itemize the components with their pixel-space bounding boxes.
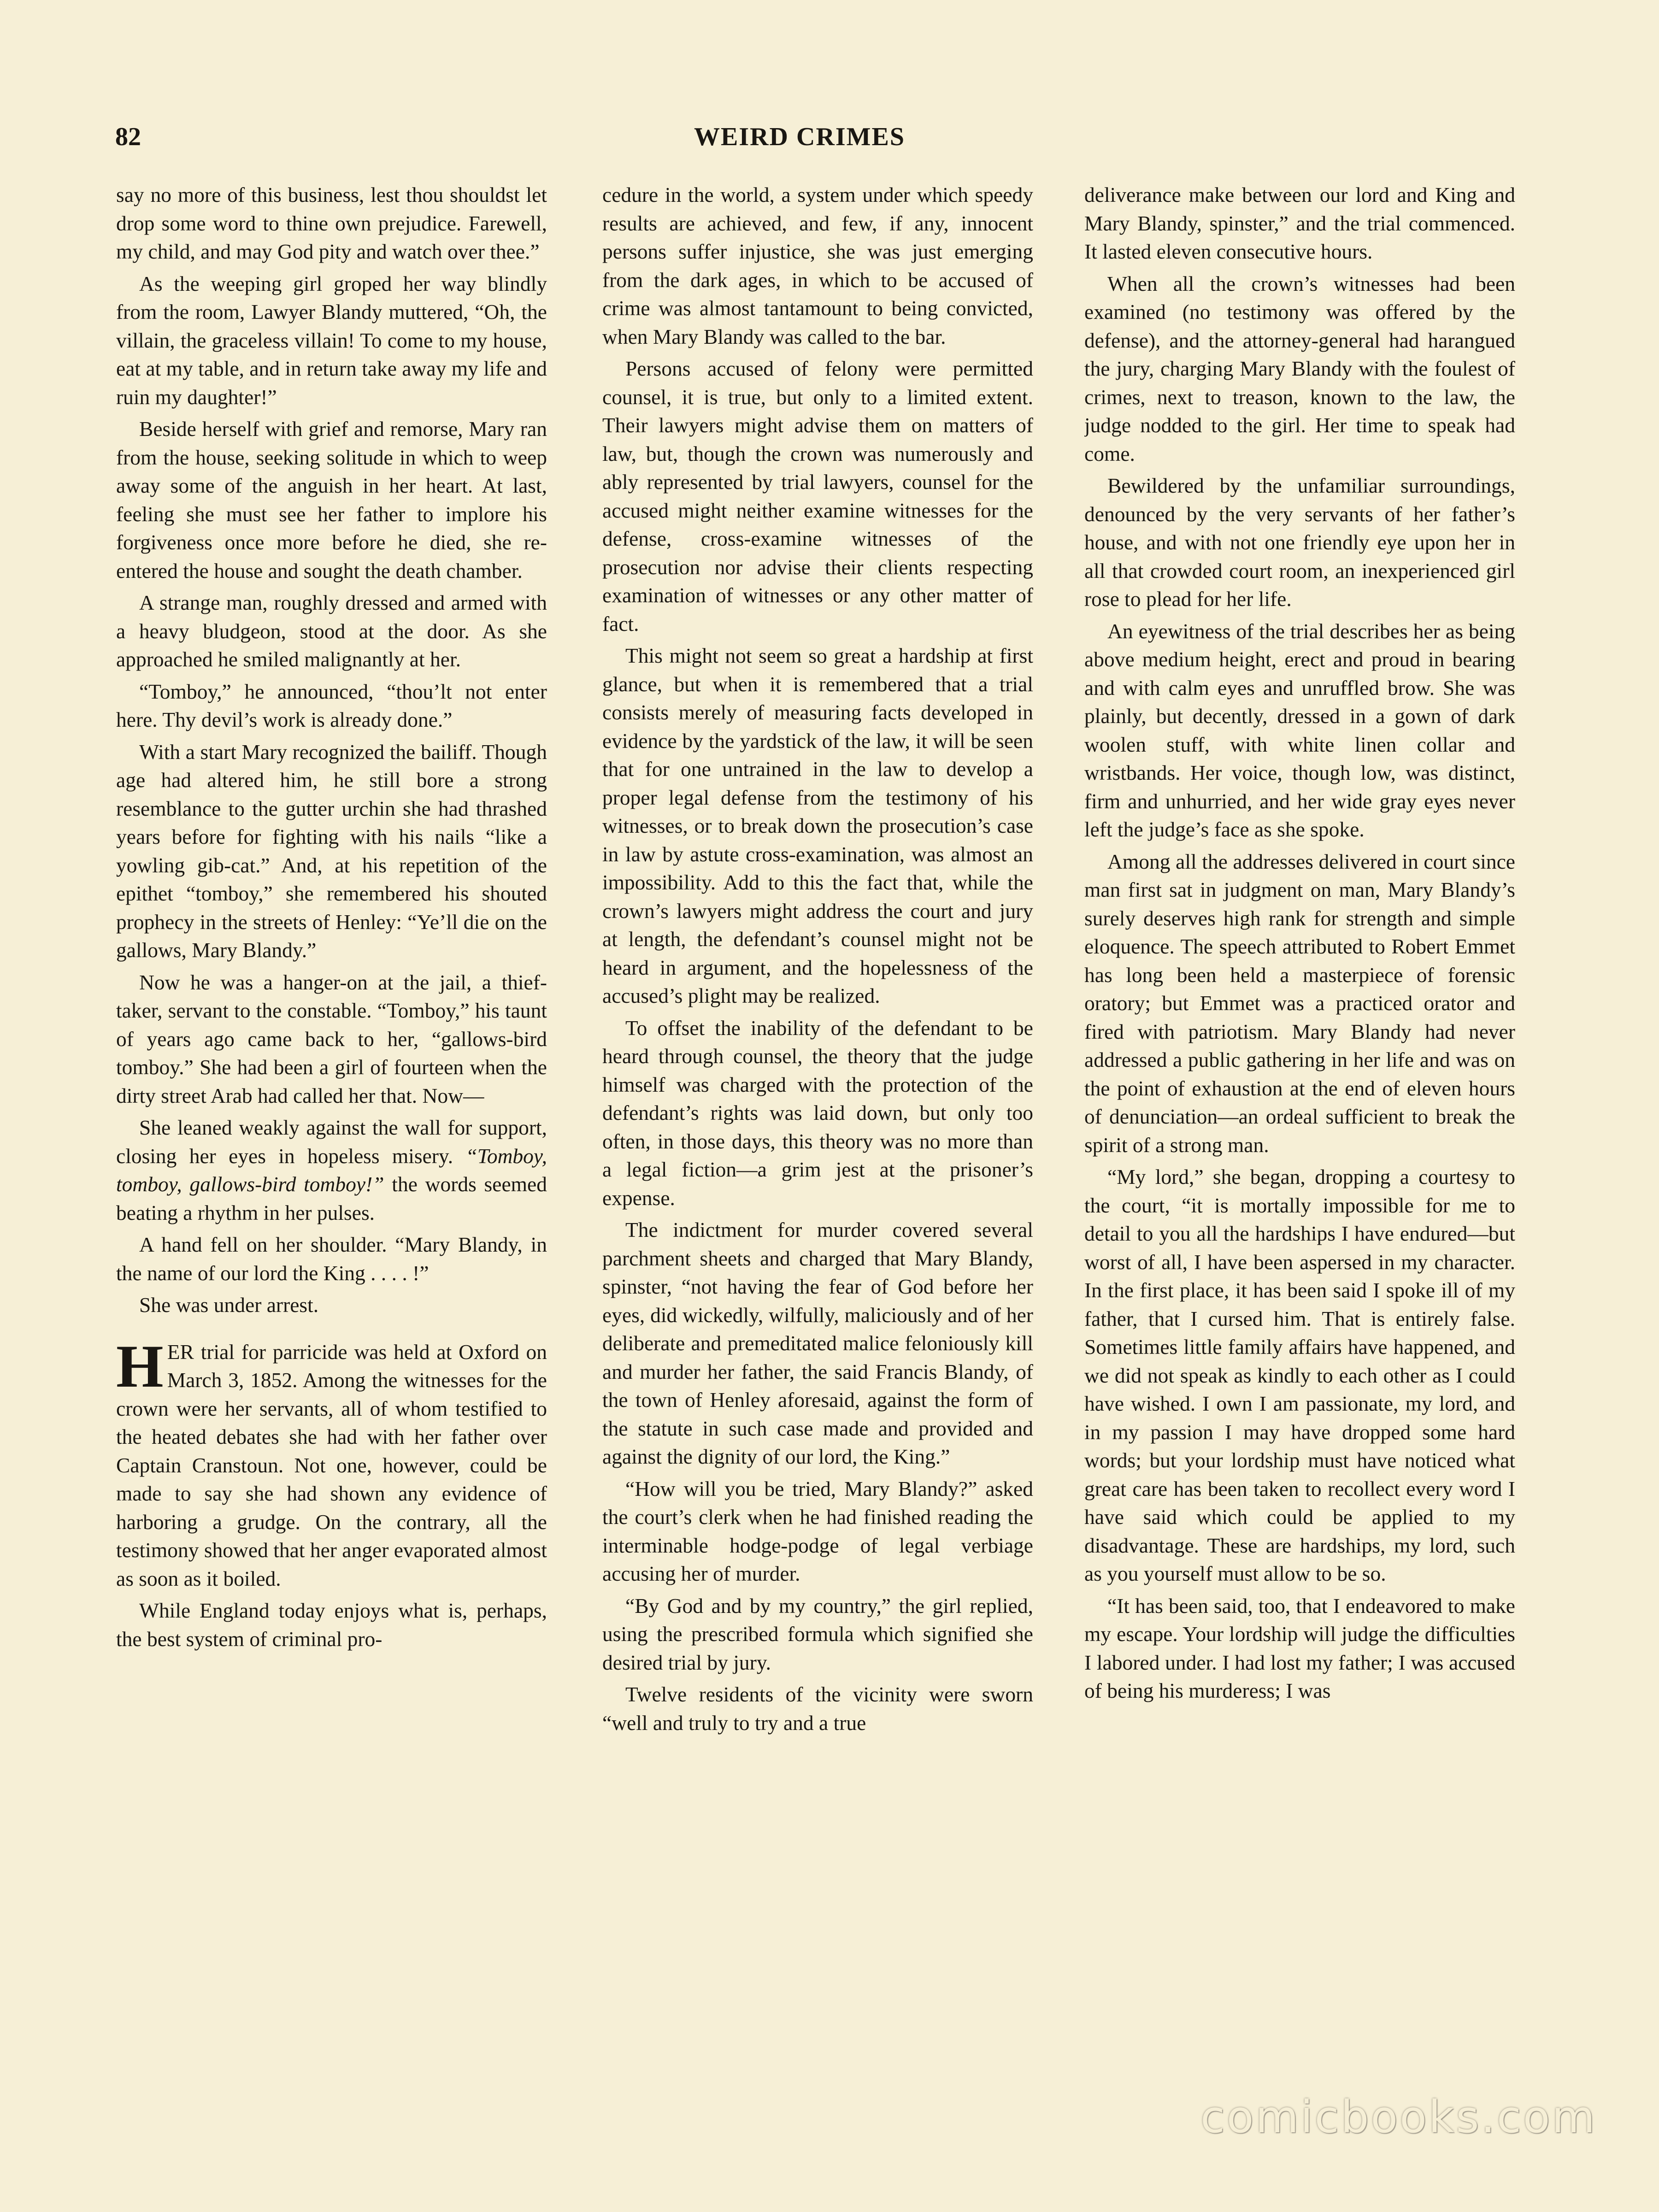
paragraph: A strange man, roughly dressed and armed with a heavy bludgeon, stood at the door. As she approached he smiled malignantly at her. [116, 591, 547, 671]
paragraph: The indictment for murder covered several parchment sheets and charged that Mary Blandy, spinster, “not having the fear of God before her eyes, did wickedly, wilfully, maliciously and of her deliberate and premeditated malice feloniously kill and murder her father, the said Francis Blandy, of the town of Henley aforesaid, against the form of the statute in such case made and provided and against the dignity of our lord, the King.” [602, 1218, 1033, 1468]
watermark: comicbooks.com [1200, 2091, 1597, 2143]
paragraph-text: the words seemed beating a rhythm in her pulses. [116, 1172, 547, 1224]
text-column-3 [1084, 181, 1515, 2070]
paragraph: An eyewitness of the trial describes her as being above medium height, erect and proud in bearing and with calm eyes and unruffled brow. She was plainly, but decently, dressed in a gown of dark woolen stuff, with white linen collar and wristbands. Her voice, though low, was distinct, firm and unhurried, and her wide gray eyes never left the judge’s face as she spoke. [1084, 619, 1515, 841]
paragraph: “By God and by my country,” the girl replied, using the prescribed formula which signified she desired trial by jury. [602, 1594, 1033, 1674]
paragraph: Among all the addresses delivered in court since man first sat in judgment on man, Mary Blandy’s surely deserves high rank for strength and simple eloquence. The speech attributed to Robert Emmet has long been held a masterpiece of forensic oratory; but Emmet was a practiced orator and fired with patriotism. Mary Blandy had never addressed a public gathering in her life and was on the point of exhaustion at the end of eleven hours of denunciation—an ordeal sufficient to break the spirit of a strong man. [1084, 849, 1515, 1157]
paragraph: “My lord,” she began, dropping a courtesy to the court, “it is mortally impossible for me to detail to you all the hardships I have endured—but worst of all, I have been aspersed in my character. In the first place, it has been said I spoke ill of my father, that I cursed him. That is entirely false. Sometimes little family affairs have happened, and we did not speak as kindly to each other as I could have wished. I own I am passionate, my lord, and in my passion I may have dropped some hard words; but your lordship must have noticed what great care has been taken to recollect every word I have said which could be applied to my disadvantage. These are hardships, my lord, such as you yourself must allow to be so. [1084, 1165, 1515, 1585]
paragraph: say no more of this business, lest thou shouldst let drop some word to thine own prejudice. Farewell, my child, and may God pity and watch over thee.” [116, 183, 547, 263]
paragraph: deliverance make between our lord and King and Mary Blandy, spinster,” and the trial commenced. It lasted eleven consecutive hours. [1084, 183, 1515, 263]
paragraph: While England today enjoys what is, perhaps, the best system of criminal pro- [116, 1599, 547, 1651]
paragraph: Now he was a hanger-on at the jail, a thief-taker, servant to the constable. “Tomboy,” his taunt of years ago came back to her, “gallows-bird tomboy.” She had been a girl of fourteen when the dirty street Arab had called her that. Now— [116, 970, 547, 1107]
paragraph: Persons accused of felony were permitted counsel, it is true, but only to a limited extent. Their lawyers might advise them on matters of law, but, though the crown was numerously and ably represented by trial lawyers, counsel for the accused might neither examine witnesses for the defense, cross-examine witnesses of the prosecution nor advise their clients respecting examination of witnesses or any other matter of fact. [602, 357, 1033, 635]
drop-cap: H [116, 1332, 164, 1400]
paragraph: cedure in the world, a system under which speedy results are achieved, and few, if any, innocent persons suffer injustice, she was just emerging from the dark ages, in which to be accused of crime was almost tantamount to being convicted, when Mary Blandy was called to the bar. [602, 183, 1033, 348]
text-column-1 [116, 181, 547, 2070]
paragraph: With a start Mary recognized the bailiff. Though age had altered him, he still bore a strong resemblance to the gutter urchin she had thrashed years before for fighting with his nails “like a yowling gib-cat.” And, at his repetition of the epithet “tomboy,” she remembered his shouted prophecy in the streets of Henley: “Ye’ll die on the gallows, Mary Blandy.” [116, 740, 547, 962]
page-number: 82 [115, 123, 141, 151]
paragraph: She was under arrest. [139, 1293, 319, 1317]
text-column-2 [602, 181, 1033, 2070]
paragraph: When all the crown’s witnesses had been examined (no testimony was offered by the defense), and the attorney-general had harangued the jury, charging Mary Blandy with the foulest of crimes, next to treason, known to the law, the judge nodded to the girl. Her time to speak had come. [1084, 271, 1515, 465]
paragraph: “Tomboy,” he announced, “thou’lt not enter here. Thy devil’s work is already done.” [116, 679, 547, 731]
paragraph: To offset the inability of the defendant to be heard through counsel, the theory that the judge himself was charged with the protection of the defendant’s rights was laid down, but only too often, in those days, this theory was no more than a legal fiction—a grim jest at the prisoner’s expense. [602, 1016, 1033, 1210]
paragraph: Beside herself with grief and remorse, Mary ran from the house, seeking solitude in which to weep away some of the anguish in her heart. At last, feeling she must see her father to implore his forgiveness once more before he died, she re-entered the house and sought the death chamber. [116, 417, 547, 582]
paragraph: As the weeping girl groped her way blindly from the room, Lawyer Blandy muttered, “Oh, the villain, the graceless villain! To come to my house, eat at my table, and in return take away my life and ruin my daughter!” [116, 271, 547, 409]
paragraph-text: ER trial for parricide was held at Oxford on March 3, 1852. Among the witnesses for the crown were her servants, all of whom testified to the heated debates she had with her father over Captain Cranstoun. Not one, however, could be made to say she had shown any evidence of harboring a grudge. On the contrary, all the testimony showed that her anger evaporated almost as soon as it boiled. [116, 1340, 547, 1590]
page-header [115, 121, 1484, 153]
paragraph: Bewildered by the unfamiliar surroundings, denounced by the very servants of her father’s house, and with not one friendly eye upon her in all that crowded court room, an inexperienced girl rose to plead for her life. [1084, 474, 1515, 611]
paragraph-text: She leaned weakly against the wall for support, closing her eyes in hopeless misery. [116, 1116, 547, 1168]
running-title: WEIRD CRIMES [694, 123, 906, 151]
paragraph [116, 1113, 547, 1227]
section-opening-paragraph [116, 1332, 547, 1593]
paragraph: “How will you be tried, Mary Blandy?” asked the court’s clerk when he had finished reading the interminable hodge-podge of legal verbiage accusing her of murder. [602, 1477, 1033, 1585]
paragraph: A hand fell on her shoulder. “Mary Blandy, in the name of our lord the King . . . . !” [116, 1233, 547, 1285]
paragraph: This might not seem so great a hardship at first glance, but when it is remembered that a trial consists merely of measuring facts developed in evidence by the yardstick of the law, it will be seen that for one untrained in the law to develop a proper legal defense from the testimony of his witnesses, or to break down the prosecution’s case in law by astute cross-examination, was almost an impossibility. Add to this the fact that, while the crown’s lawyers might address the court and jury at length, the defendant’s counsel might not be heard in argument, and the hopelessness of the accused’s plight may be realized. [602, 644, 1033, 1007]
italic-quote: “Tomboy, tomboy, gallows-bird tomboy!” [116, 1144, 547, 1196]
paragraph: Twelve residents of the vicinity were sworn “well and truly to try and a true [602, 1683, 1033, 1735]
paragraph: “It has been said, too, that I endeavored to make my escape. Your lordship will judge the difficulties I labored under. I had lost my father; I was accused of being his murderess; I was [1084, 1594, 1515, 1702]
